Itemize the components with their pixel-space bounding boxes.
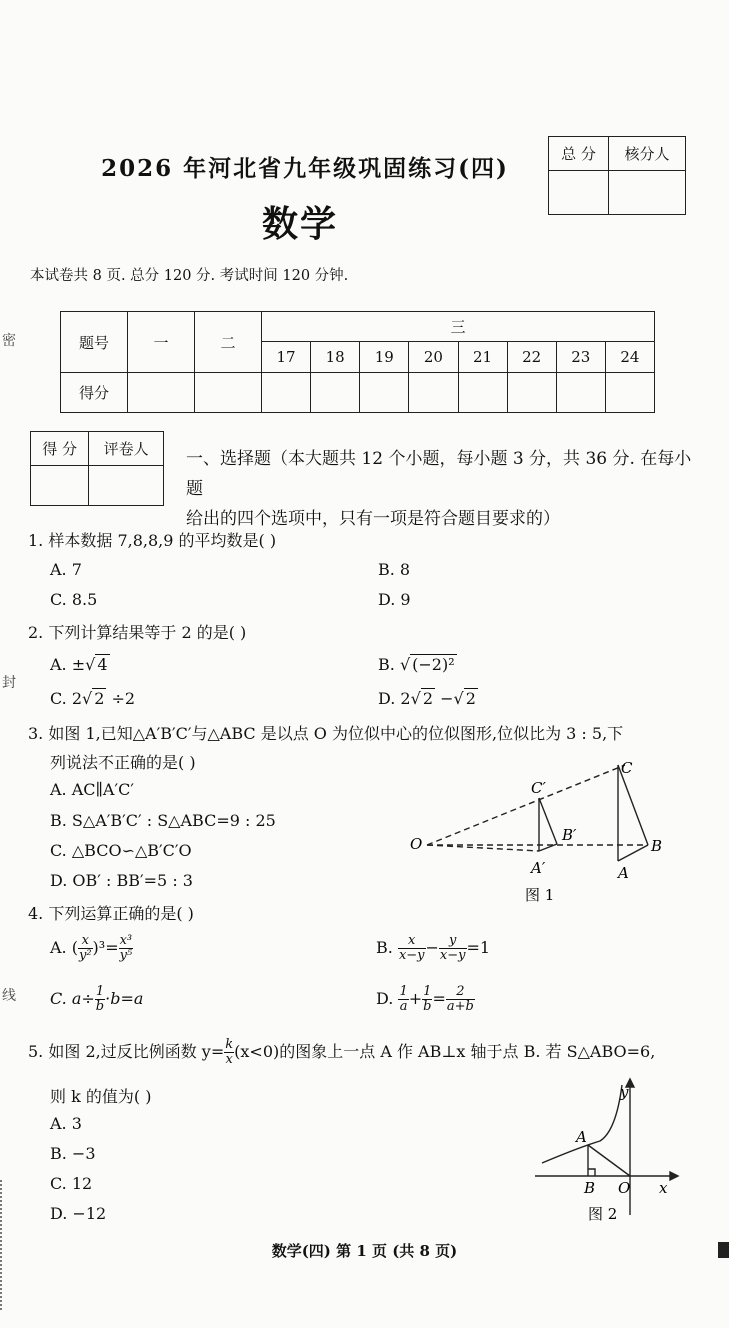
- question-1-stem: 1. 样本数据 7,8,8,9 的平均数是( ): [28, 531, 277, 550]
- question-3-stem-line1: 3. 如图 1,已知△A′B′C′与△ABC 是以点 O 为位似中心的位似图形,位似比为 3 : 5,下: [28, 724, 624, 743]
- score-cell[interactable]: [128, 373, 195, 413]
- question-1-option-b[interactable]: B. 8: [378, 560, 411, 579]
- fig1-label-A: A: [618, 864, 629, 882]
- question-3-option-c[interactable]: C. △BCO∽△B′C′O: [50, 841, 192, 860]
- section-heading-line1: 一、选择题（本大题共 12 个小题，每小题 3 分，共 36 分. 在每小题: [186, 449, 692, 499]
- fig2-label-O: O: [618, 1179, 631, 1197]
- grader-name-label: 评卷人: [89, 432, 164, 466]
- question-2-option-c[interactable]: C. 2√ 2 ÷2: [50, 689, 136, 708]
- part-three-label: 三: [262, 312, 655, 342]
- question-number: 24: [605, 342, 654, 373]
- score-cell[interactable]: [360, 373, 409, 413]
- question-3-option-d[interactable]: D. OB′ : BB′=5 : 3: [50, 871, 193, 890]
- question-5-stem-line1: 5. 如图 2,过反比例函数 y= $\frac{k}{x}$ (x<0)的图象上一点 A 作 AB⊥x 轴于点 B. 若 S△ABO=6,: [28, 1037, 656, 1067]
- part-one-label: 一: [128, 312, 195, 373]
- score-cell[interactable]: [605, 373, 654, 413]
- fig1-label-B: B: [651, 837, 663, 855]
- score-cell[interactable]: [556, 373, 605, 413]
- question-4-option-b[interactable]: B. $\frac{x}{x-y}$ − $\frac{y}{x-y}$ =1: [376, 933, 491, 963]
- question-number: 22: [507, 342, 556, 373]
- score-cell[interactable]: [262, 373, 311, 413]
- question-5-option-a[interactable]: A. 3: [50, 1114, 82, 1133]
- question-2-option-b[interactable]: B. √ (−2)²: [378, 655, 455, 674]
- question-5-option-d[interactable]: D. −12: [50, 1204, 107, 1223]
- fig1-line-AB: [618, 845, 648, 861]
- exam-title: 2026 年河北省九年级巩固练习(四): [101, 155, 509, 182]
- fig2-right-angle: [588, 1169, 595, 1176]
- fig2-hyperbola: [542, 1085, 622, 1163]
- fig1-line-C1B1: [539, 798, 557, 844]
- total-score-label: 总 分: [549, 137, 609, 171]
- question-1-option-a[interactable]: A. 7: [50, 560, 82, 579]
- score-cell[interactable]: [409, 373, 458, 413]
- fig1-label-A1: A′: [531, 859, 546, 877]
- section-heading: [186, 444, 706, 534]
- binding-char-mid: 封: [2, 675, 16, 691]
- figure-1-caption: 图 1: [525, 886, 555, 904]
- fig2-label-y: y: [620, 1083, 629, 1101]
- score-cell[interactable]: [458, 373, 507, 413]
- question-3-stem-line2: 列说法不正确的是( ): [50, 753, 196, 772]
- fig1-line-CB: [618, 765, 648, 845]
- section-heading-line2: 给出的四个选项中，只有一项是符合题目要求的）: [186, 509, 560, 529]
- question-3-option-a[interactable]: A. AC∥A′C′: [50, 780, 134, 799]
- fig2-x-arrow: [670, 1172, 678, 1180]
- exam-note: 本试卷共 8 页. 总分 120 分. 考试时间 120 分钟.: [30, 268, 349, 284]
- exam-subject: 数学: [261, 203, 338, 245]
- question-5-stem-line2: 则 k 的值为( ): [50, 1087, 152, 1106]
- question-4-option-a[interactable]: A. ( $\frac{x}{\text{y²}}$ )³= $\frac{\text{x³}}{\text{y⁵}}$: [50, 933, 133, 963]
- question-number: 21: [458, 342, 507, 373]
- fig1-label-C: C: [621, 759, 633, 777]
- grader-box: [30, 431, 164, 506]
- figure-2-caption: 图 2: [588, 1205, 618, 1223]
- fig1-label-O: O: [410, 835, 423, 853]
- question-number: 18: [311, 342, 360, 373]
- score-table: [60, 311, 655, 413]
- question-5-option-b[interactable]: B. −3: [50, 1144, 96, 1163]
- fig2-label-B: B: [584, 1179, 596, 1197]
- question-3-option-b[interactable]: B. S△A′B′C′ : S△ABC=9 : 25: [50, 811, 276, 830]
- binding-char-bottom: 线: [2, 988, 16, 1004]
- binding-char-top: 密: [2, 333, 16, 349]
- score-checker-label: 核分人: [608, 137, 685, 171]
- total-score-cell[interactable]: [549, 171, 609, 215]
- score-cell[interactable]: [195, 373, 262, 413]
- fig1-dash-OA: [427, 845, 539, 851]
- question-2-stem: 2. 下列计算结果等于 2 的是( ): [28, 623, 247, 642]
- score-row-label: 得分: [61, 373, 128, 413]
- score-checker-cell[interactable]: [608, 171, 685, 215]
- question-4-stem: 4. 下列运算正确的是( ): [28, 904, 194, 923]
- part-two-label: 二: [195, 312, 262, 373]
- page-footer: 数学(四) 第 1 页 (共 8 页): [271, 1242, 458, 1260]
- question-1-option-d[interactable]: D. 9: [378, 590, 411, 609]
- score-cell[interactable]: [507, 373, 556, 413]
- question-number: 23: [556, 342, 605, 373]
- figure-1-diagram: [405, 755, 675, 905]
- question-number-label: 题号: [61, 312, 128, 373]
- figure-2-diagram: [530, 1075, 680, 1225]
- fig2-line-AO: [588, 1145, 630, 1176]
- question-2-option-a[interactable]: A. ±√ 4: [50, 655, 108, 674]
- question-number: 19: [360, 342, 409, 373]
- question-1-option-c[interactable]: C. 8.5: [50, 590, 98, 609]
- fig1-label-B1: B′: [562, 826, 577, 844]
- question-4-option-c[interactable]: C. a÷ $\frac{1}{b}$ ·b=a: [50, 984, 144, 1014]
- grader-score-label: 得 分: [31, 432, 89, 466]
- grader-score-cell[interactable]: [31, 466, 89, 506]
- question-2-option-d[interactable]: D. 2√ 2 −√ 2: [378, 689, 476, 708]
- question-4-option-d[interactable]: D. $\frac{1}{a}$ + $\frac{1}{b}$ = $\frac{2}{a+b}$: [376, 984, 474, 1014]
- total-score-box: [548, 136, 686, 215]
- question-5-option-c[interactable]: C. 12: [50, 1174, 93, 1193]
- score-cell[interactable]: [311, 373, 360, 413]
- question-number: 20: [409, 342, 458, 373]
- grader-name-cell[interactable]: [89, 466, 164, 506]
- fig2-label-x: x: [659, 1179, 668, 1197]
- fig2-label-A: A: [576, 1128, 587, 1146]
- question-number: 17: [262, 342, 311, 373]
- fig1-dash-OC: [427, 765, 625, 845]
- fig1-label-C1: C′: [531, 779, 546, 797]
